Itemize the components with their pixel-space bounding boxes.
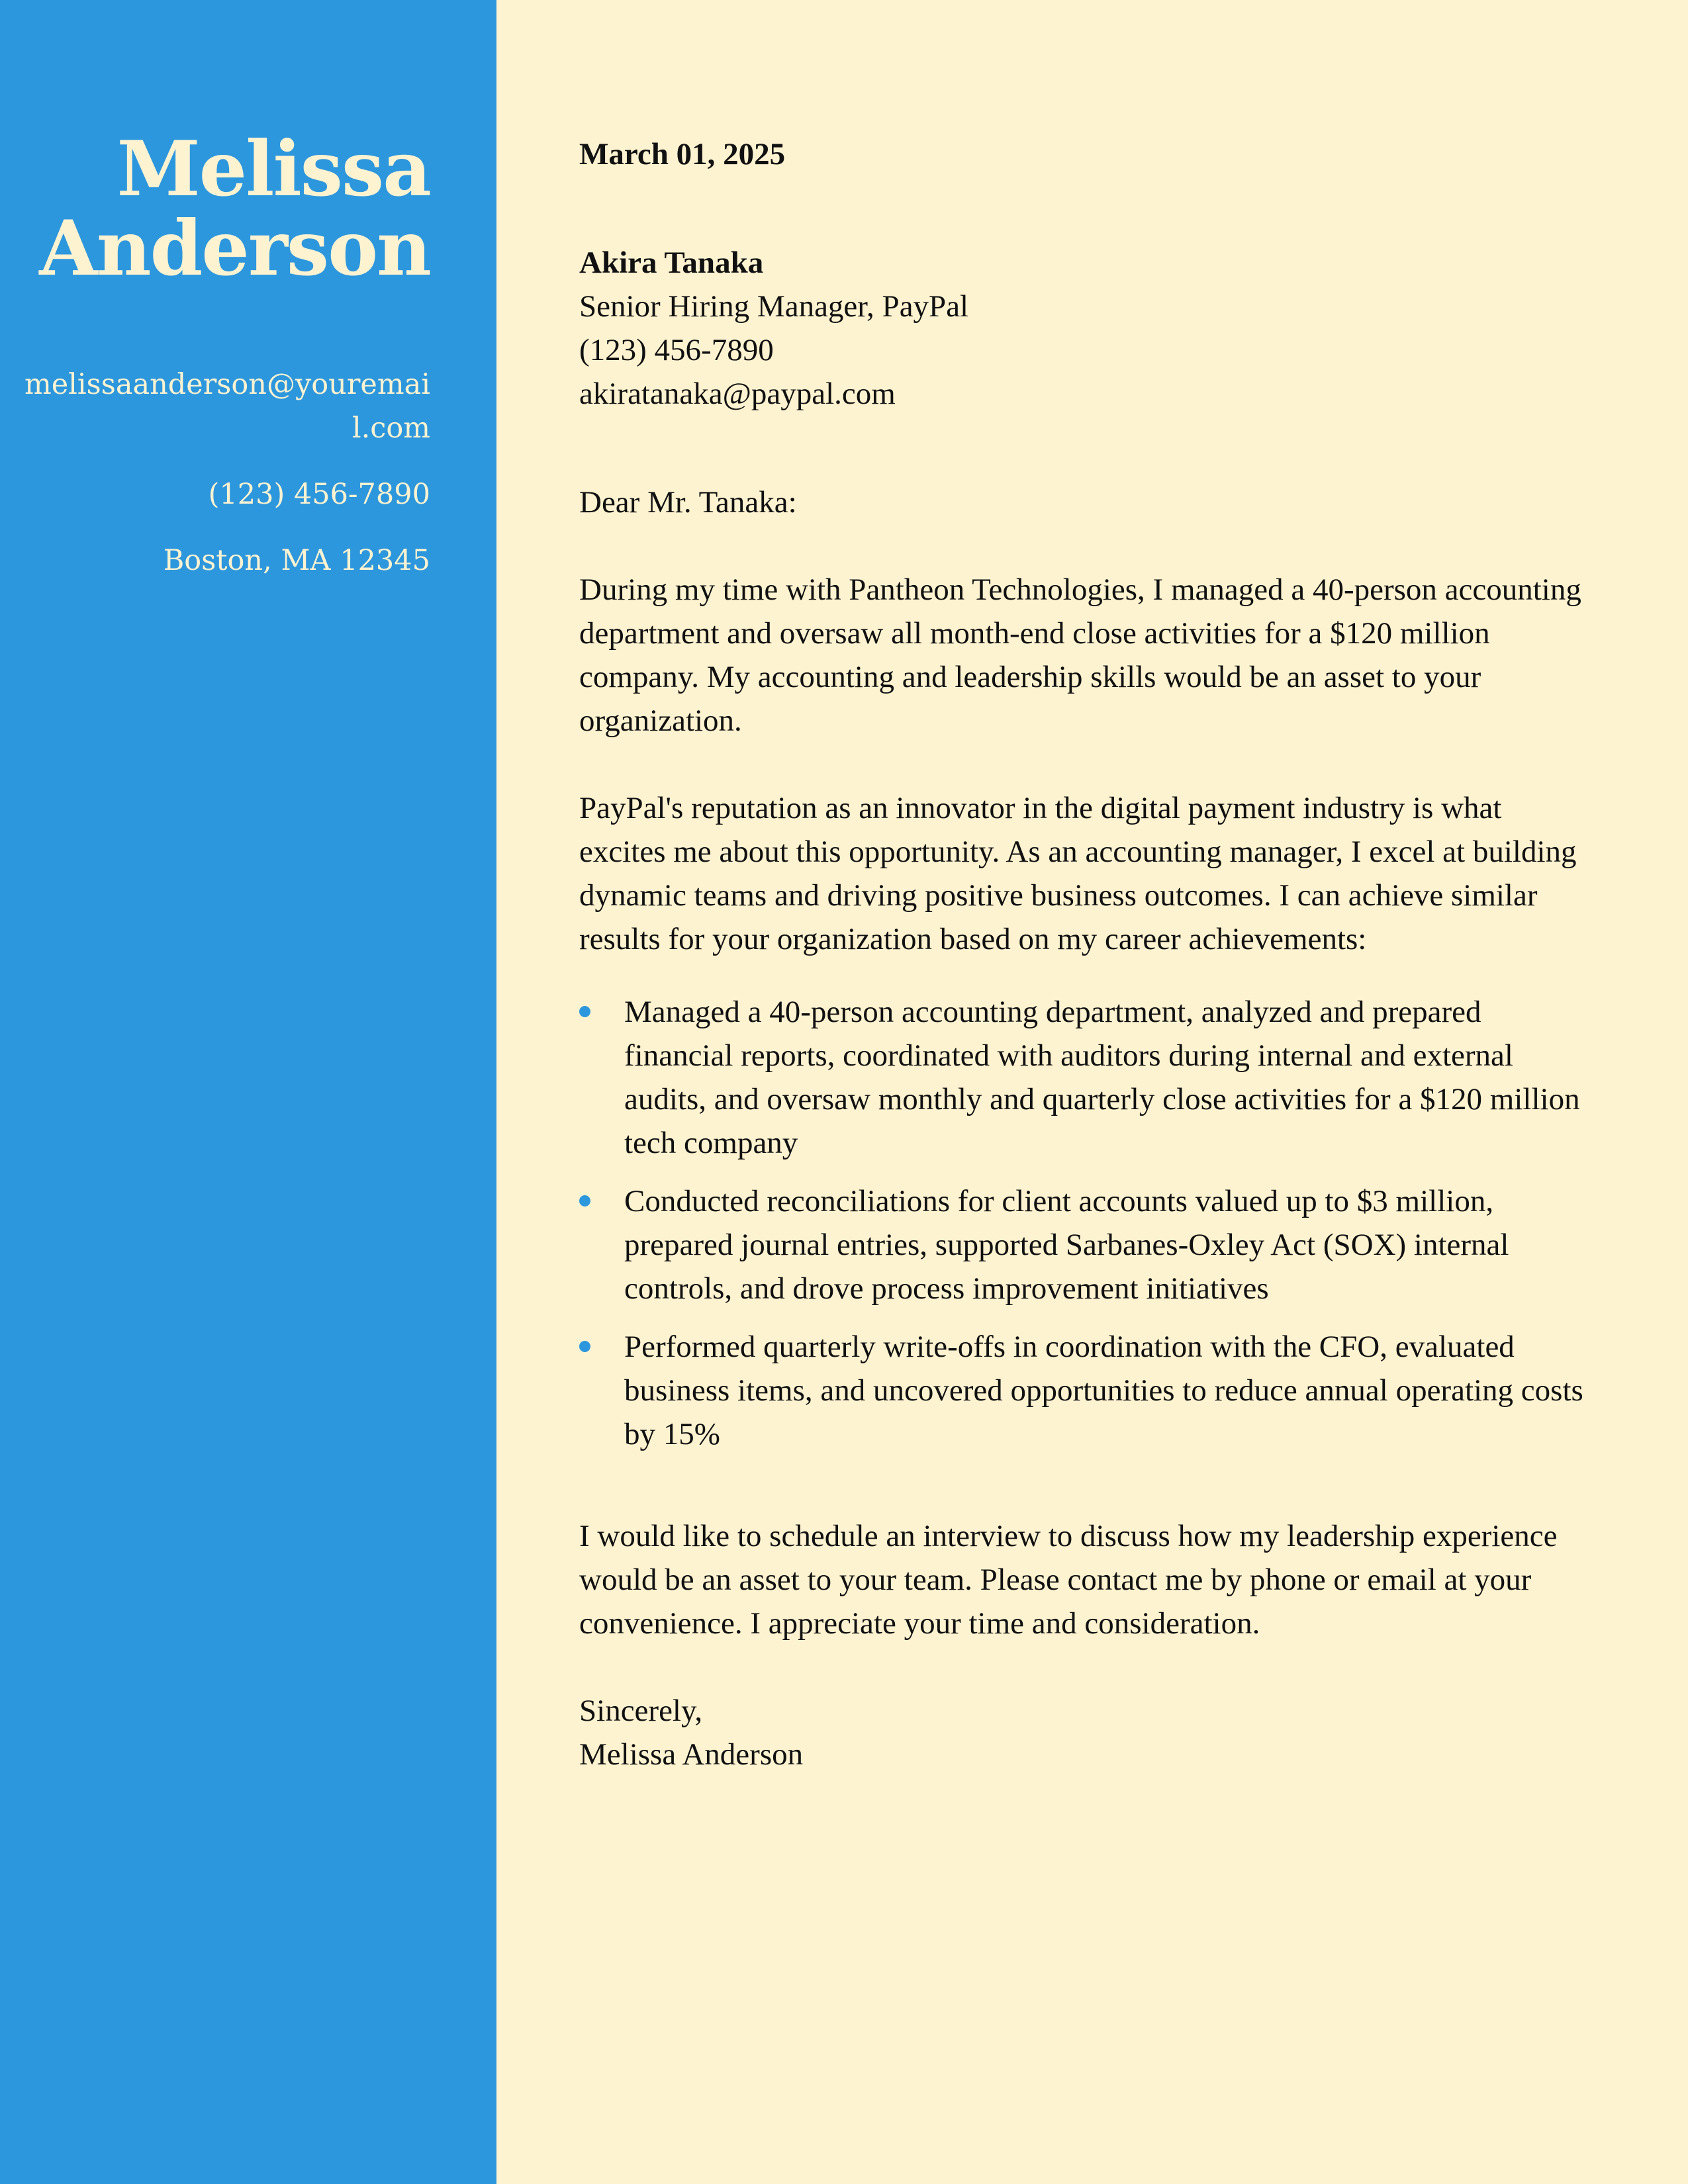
bullet-dot-icon <box>579 1006 590 1017</box>
sender-contact <box>20 363 430 605</box>
sender-name-last: Anderson <box>39 204 430 293</box>
recipient-name: Akira Tanaka <box>579 246 764 280</box>
recipient-phone: (123) 456-7890 <box>579 333 774 367</box>
recipient-email: akiratanaka@paypal.com <box>579 377 896 411</box>
closing-paragraph: I would like to schedule an interview to discuss how my leadership experience would be an asset to your team. Please contact me by phone or email at your convenience. I appreciate your time and consideration. <box>579 1519 1558 1641</box>
paragraph-1: During my time with Pantheon Technologies, I managed a 40-person accounting department and oversaw all month-end close activities for a $120 million company. My accounting and leadership skills would be an asset to your organization. <box>579 572 1581 738</box>
bullet-dot-icon <box>579 1341 590 1352</box>
sender-email: melissaanderson@youremail.com <box>24 368 430 445</box>
signoff <box>579 1689 1592 1776</box>
signoff-text: Sincerely, <box>579 1694 703 1728</box>
sidebar <box>0 0 496 2184</box>
achievement-list <box>579 990 1592 1456</box>
list-item-text: Conducted reconciliations for client accounts valued up to $3 million, prepared journal entries, supported Sarbanes-Oxley Act (SOX) internal controls, and drove process improvement initiatives <box>624 1184 1509 1306</box>
sender-phone: (123) 456-7890 <box>208 478 430 511</box>
letter-date: March 01, 2025 <box>579 137 786 171</box>
bullet-dot-icon <box>579 1195 590 1206</box>
list-item-text: Managed a 40-person accounting department, analyzed and prepared financial reports, coordinated with auditors during internal and external audits, and oversaw monthly and quarterly close activities for a $120 million tech company <box>624 995 1580 1160</box>
sender-name-first: Melissa <box>117 124 430 213</box>
list-item <box>579 1179 1592 1310</box>
paragraph-2: PayPal's reputation as an innovator in the digital payment industry is what excites me about this opportunity. As an accounting manager, I excel at building dynamic teams and driving positive business outcomes. I can achieve similar results for your organization based on my career achievements: <box>579 791 1577 956</box>
signature-name: Melissa Anderson <box>579 1737 804 1772</box>
list-item <box>579 1325 1592 1456</box>
letter-body <box>579 132 1592 1776</box>
sender-location: Boston, MA 12345 <box>163 544 430 577</box>
list-item-text: Performed quarterly write-offs in coordination with the CFO, evaluated business items, and uncovered opportunities to reduce annual operating costs by 15% <box>624 1330 1583 1451</box>
recipient-title: Senior Hiring Manager, PayPal <box>579 289 969 324</box>
sender-name <box>39 124 430 293</box>
list-item <box>579 990 1592 1165</box>
salutation: Dear Mr. Tanaka: <box>579 485 797 520</box>
recipient-block <box>579 241 1592 416</box>
